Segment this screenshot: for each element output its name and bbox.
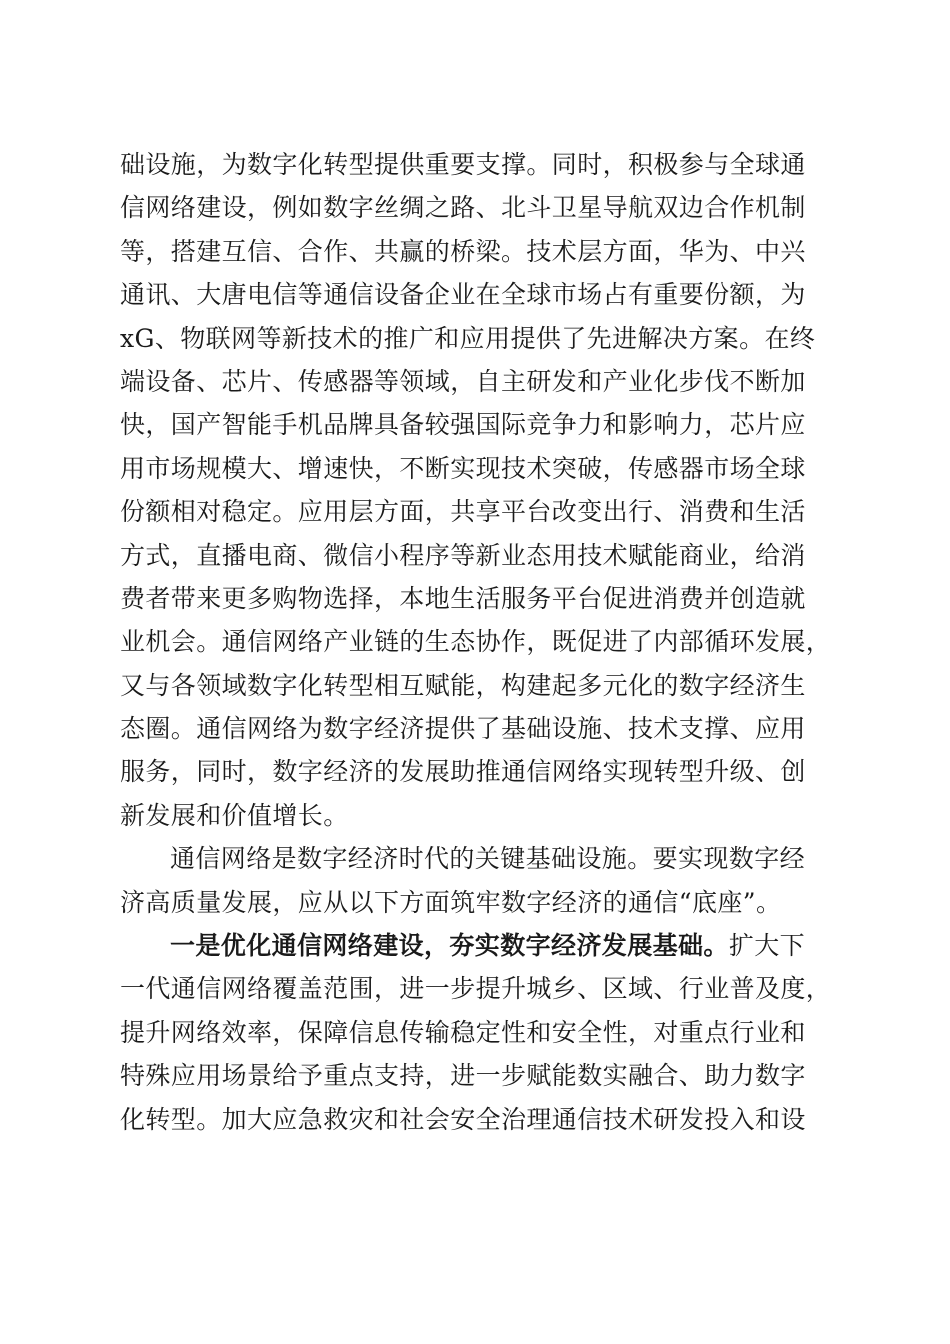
text-line: 态圈。通信网络为数字经济提供了基础设施、技术支撑、应用 xyxy=(120,714,806,744)
paragraph-intro xyxy=(120,837,840,924)
text-line: 提升网络效率，保障信息传输稳定性和安全性，对重点行业和 xyxy=(120,1017,806,1047)
text-line: 特殊应用场景给予重点支持，进一步赋能数实融合、助力数字 xyxy=(120,1061,806,1091)
text-line: 用市场规模大、增速快，不断实现技术突破，传感器市场全球 xyxy=(120,453,806,483)
text-line: 等，搭建互信、合作、共赢的桥梁。技术层方面，华为、中兴 xyxy=(120,236,806,266)
lead-line-rest: 扩大下 xyxy=(728,931,806,961)
text-line: 又与各领域数字化转型相互赋能，构建起多元化的数字经济生 xyxy=(120,670,806,700)
text-line: 新发展和价值增长。 xyxy=(120,800,349,830)
text-line: 一代通信网络覆盖范围，进一步提升城乡、区域、行业普及度， xyxy=(120,974,832,1004)
text-line: 方式，直播电商、微信小程序等新业态用技术赋能商业，给消 xyxy=(120,540,806,570)
text-line: 信网络建设，例如数字丝绸之路、北斗卫星导航双边合作机制 xyxy=(120,193,806,223)
text-line: 费者带来更多购物选择，本地生活服务平台促进消费并创造就 xyxy=(120,583,806,613)
paragraph-point-one xyxy=(120,924,840,1141)
text-line: 业机会。通信网络产业链的生态协作，既促进了内部循环发展， xyxy=(120,627,832,657)
text-line xyxy=(120,924,840,967)
text-line: 础设施，为数字化转型提供重要支撑。同时，积极参与全球通 xyxy=(120,150,806,179)
text-line: 通信网络是数字经济时代的关键基础设施。要实现数字经 xyxy=(170,844,806,874)
body-text xyxy=(120,143,840,1141)
text-line: 份额相对稳定。应用层方面，共享平台改变出行、消费和生活 xyxy=(120,497,806,527)
text-line: 端设备、芯片、传感器等领域，自主研发和产业化步伐不断加 xyxy=(120,366,806,396)
text-line: xG、物联网等新技术的推广和应用提供了先进解决方案。在终 xyxy=(120,323,816,353)
text-line: 化转型。加大应急救灾和社会安全治理通信技术研发投入和设 xyxy=(120,1104,806,1134)
paragraph-continuation xyxy=(120,143,840,837)
text-line: 济高质量发展，应从以下方面筑牢数字经济的通信“底座”。 xyxy=(120,887,782,917)
text-line: 通讯、大唐电信等通信设备企业在全球市场占有重要份额，为 xyxy=(120,280,806,310)
bold-lead-text: 一是优化通信网络建设，夯实数字经济发展基础。 xyxy=(170,931,729,961)
text-line: 快，国产智能手机品牌具备较强国际竞争力和影响力，芯片应 xyxy=(120,410,806,440)
text-line: 服务，同时，数字经济的发展助推通信网络实现转型升级、创 xyxy=(120,757,806,787)
